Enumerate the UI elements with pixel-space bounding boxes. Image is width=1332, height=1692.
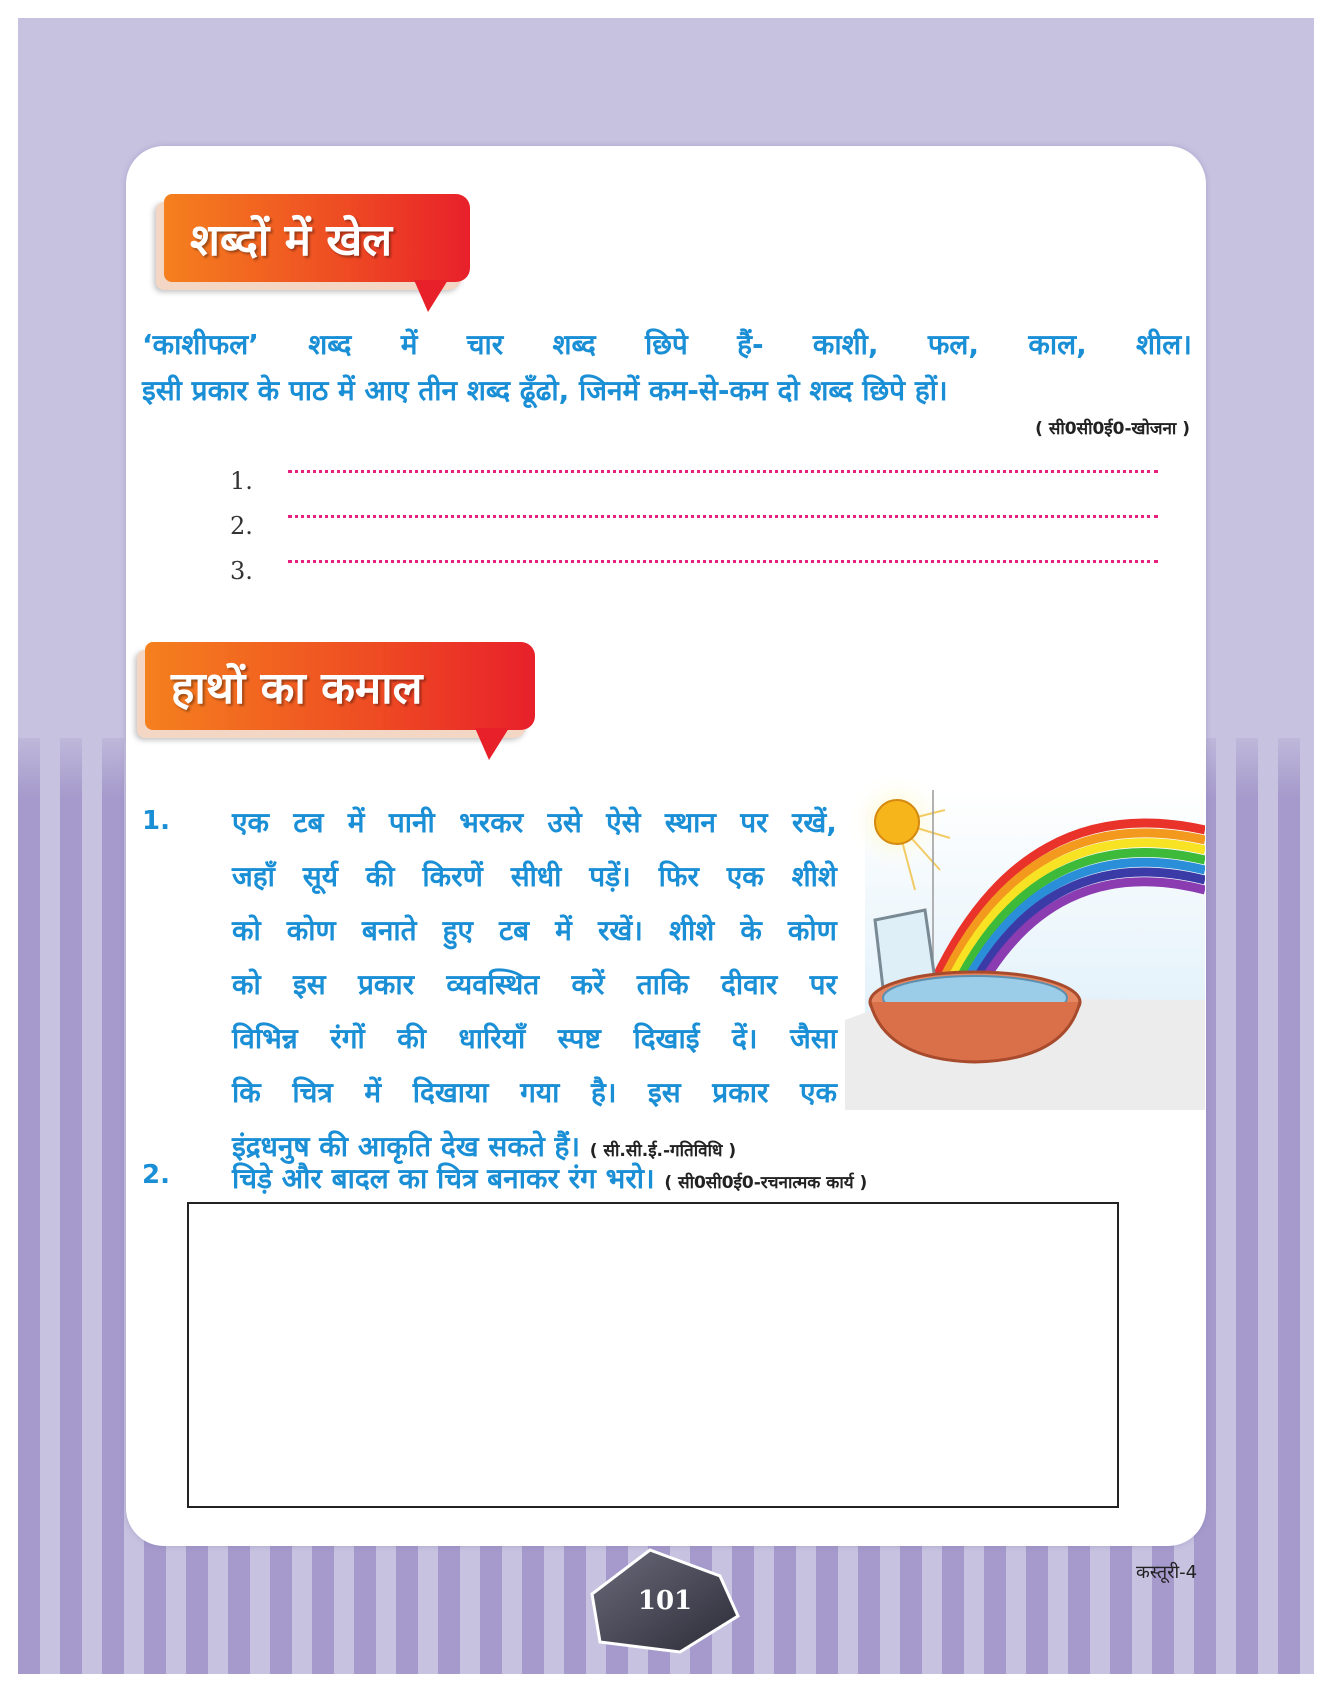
- word: काशी,: [812, 328, 879, 361]
- answer-number: 1.: [230, 467, 253, 495]
- word: है।: [590, 1076, 617, 1109]
- text-line: [232, 796, 837, 850]
- word: उसे: [547, 806, 582, 839]
- word: सीधी: [510, 860, 562, 893]
- answer-line[interactable]: [288, 560, 1158, 563]
- word: हुए: [442, 914, 473, 947]
- answer-row: [230, 540, 1158, 585]
- word: एक: [800, 1076, 837, 1109]
- word: में: [364, 1076, 382, 1109]
- word: टब: [293, 806, 324, 839]
- word: प्रकार: [357, 968, 415, 1001]
- cce-note: ( सी0सी0ई0-रचनात्मक कार्य ): [664, 1173, 868, 1193]
- word: पड़ें।: [589, 860, 631, 893]
- word: में: [347, 806, 365, 839]
- word-game-instructions: [142, 322, 1192, 414]
- word: किरणें: [422, 860, 483, 893]
- answer-row: [230, 495, 1158, 540]
- rainbow-activity-text: [232, 796, 837, 1178]
- word: शीशे: [791, 860, 837, 893]
- word: शील।: [1136, 328, 1192, 361]
- text-line: [232, 904, 837, 958]
- word: पानी: [388, 806, 435, 839]
- word: कि: [232, 1076, 261, 1109]
- word: रखें।: [597, 914, 643, 947]
- word: प्रकार: [712, 1076, 769, 1109]
- word: रखें,: [791, 806, 837, 839]
- word: काल,: [1028, 328, 1087, 361]
- page-number-badge: [590, 1546, 740, 1656]
- rainbow-tub-illustration: [845, 770, 1205, 1110]
- cce-note: ( सी0सी0ई0-खोजना ): [1035, 419, 1190, 439]
- word: दिखाई: [633, 1022, 700, 1055]
- sun-icon: [875, 800, 919, 844]
- answer-line[interactable]: [288, 470, 1158, 473]
- instruction-line-2: इसी प्रकार के पाठ में आए तीन शब्द ढूँढो, जिनमें कम-से-कम दो शब्द छिपे हों।: [142, 374, 948, 407]
- word: जहाँ: [232, 860, 275, 893]
- word: हैं-: [737, 328, 764, 361]
- word: को: [232, 914, 261, 947]
- activity-text: चिड़े और बादल का चित्र बनाकर रंग भरो।: [232, 1162, 655, 1195]
- word: फिर: [658, 860, 699, 893]
- word: पर: [809, 968, 837, 1001]
- section-title: शब्दों में खेल: [190, 215, 393, 266]
- word: को: [232, 968, 261, 1001]
- word: दें।: [732, 1022, 758, 1055]
- last-line-text: इंद्रधनुष की आकृति देख सकते हैं।: [232, 1130, 581, 1163]
- drawing-box[interactable]: [187, 1202, 1119, 1508]
- text-line: [232, 1066, 837, 1120]
- word: ऐसे: [606, 806, 641, 839]
- section-banner-handicraft: [145, 642, 535, 730]
- cce-note: ( सी.सी.ई.-गतिविधि ): [589, 1141, 737, 1161]
- instruction-line-1: [142, 322, 1192, 368]
- answer-number: 2.: [230, 512, 253, 540]
- word: के: [740, 914, 762, 947]
- word: इस: [293, 968, 326, 1001]
- word: की: [397, 1022, 427, 1055]
- word: भरकर: [459, 806, 524, 839]
- word: पर: [740, 806, 768, 839]
- word: कोण: [286, 914, 336, 947]
- word: फल,: [927, 328, 980, 361]
- item-number: 2.: [142, 1160, 170, 1190]
- section-title: हाथों का कमाल: [171, 663, 423, 714]
- word: कोण: [787, 914, 837, 947]
- word: विभिन्न: [232, 1022, 298, 1055]
- word: करें: [571, 968, 605, 1001]
- word: में: [400, 328, 418, 361]
- word: शब्द: [308, 328, 352, 361]
- item-number: 1.: [142, 806, 170, 836]
- word: इस: [648, 1076, 681, 1109]
- word: धारियाँ: [458, 1022, 526, 1055]
- answer-blanks: [230, 450, 1158, 585]
- section-banner-word-game: [164, 194, 470, 282]
- word: दिखाया: [412, 1076, 489, 1109]
- text-line: [232, 1012, 837, 1066]
- word: में: [555, 914, 572, 947]
- page-number: 101: [637, 1586, 693, 1616]
- answer-number: 3.: [230, 557, 253, 585]
- banner-tail: [414, 280, 448, 312]
- word: शीशे: [668, 914, 715, 947]
- word: छिपे: [645, 328, 688, 361]
- book-brand: कस्तूरी-4: [1136, 1562, 1198, 1583]
- word: सूर्य: [302, 860, 338, 893]
- word: गया: [520, 1076, 560, 1109]
- word: टब: [499, 914, 530, 947]
- word: शब्द: [552, 328, 596, 361]
- banner-tail: [475, 728, 509, 760]
- word: व्यवस्थित: [446, 968, 540, 1001]
- word: स्पष्ट: [557, 1022, 601, 1055]
- word: चित्र: [292, 1076, 333, 1109]
- word: एक: [726, 860, 764, 893]
- word: की: [365, 860, 395, 893]
- word: रंगों: [330, 1022, 365, 1055]
- text-line: [232, 958, 837, 1012]
- word: दीवार: [720, 968, 778, 1001]
- answer-line[interactable]: [288, 515, 1158, 518]
- word: चार: [466, 328, 504, 361]
- answer-row: [230, 450, 1158, 495]
- word: ‘काशीफल’: [142, 328, 259, 361]
- text-line: [232, 850, 837, 904]
- word: बनाते: [361, 914, 417, 947]
- word: ताकि: [636, 968, 689, 1001]
- word: जैसा: [790, 1022, 837, 1055]
- word: एक: [232, 806, 269, 839]
- word: स्थान: [664, 806, 716, 839]
